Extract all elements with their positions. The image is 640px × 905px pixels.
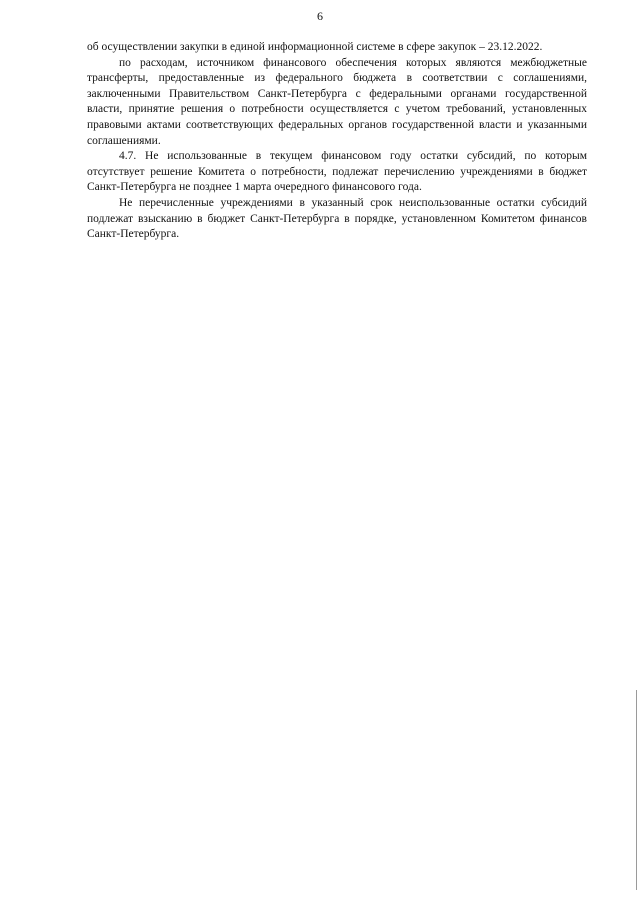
paragraph-recovery-of-balances: Не перечисленные учреждениями в указанный срок неиспользованные остатки субсидий подлежат взысканию в бюджет Санкт-Петербурга в порядке, установленном Комитетом финансов Санкт-Петербурга. bbox=[87, 196, 587, 241]
paragraph-procurement-date: об осуществлении закупки в единой информационной системе в сфере закупок – 23.12.2022. bbox=[87, 41, 543, 53]
page-number: 6 bbox=[317, 9, 323, 23]
scan-edge-line bbox=[636, 690, 637, 890]
paragraph-interbudget-transfers: по расходам, источником финансового обеспечения которых являются межбюджетные трансферты, предоставленные из федерального бюджета в соответствии с соглашениями, заключенными Правительством Санкт-Петербурга с федеральными органами государственной власти, принятие решения о потребности осуществляется с учетом требований, установленных правовыми актами соответствующих федеральных органов государственной власти и указанными соглашениями. bbox=[87, 56, 587, 147]
document-body bbox=[87, 40, 587, 243]
paragraph-4-7-unused-subsidies: 4.7. Не использованные в текущем финансовом году остатки субсидий, по которым отсутствует решение Комитета о потребности, подлежат перечислению учреждениями в бюджет Санкт-Петербурга не позднее 1 марта очередного финансового года. bbox=[87, 150, 587, 194]
